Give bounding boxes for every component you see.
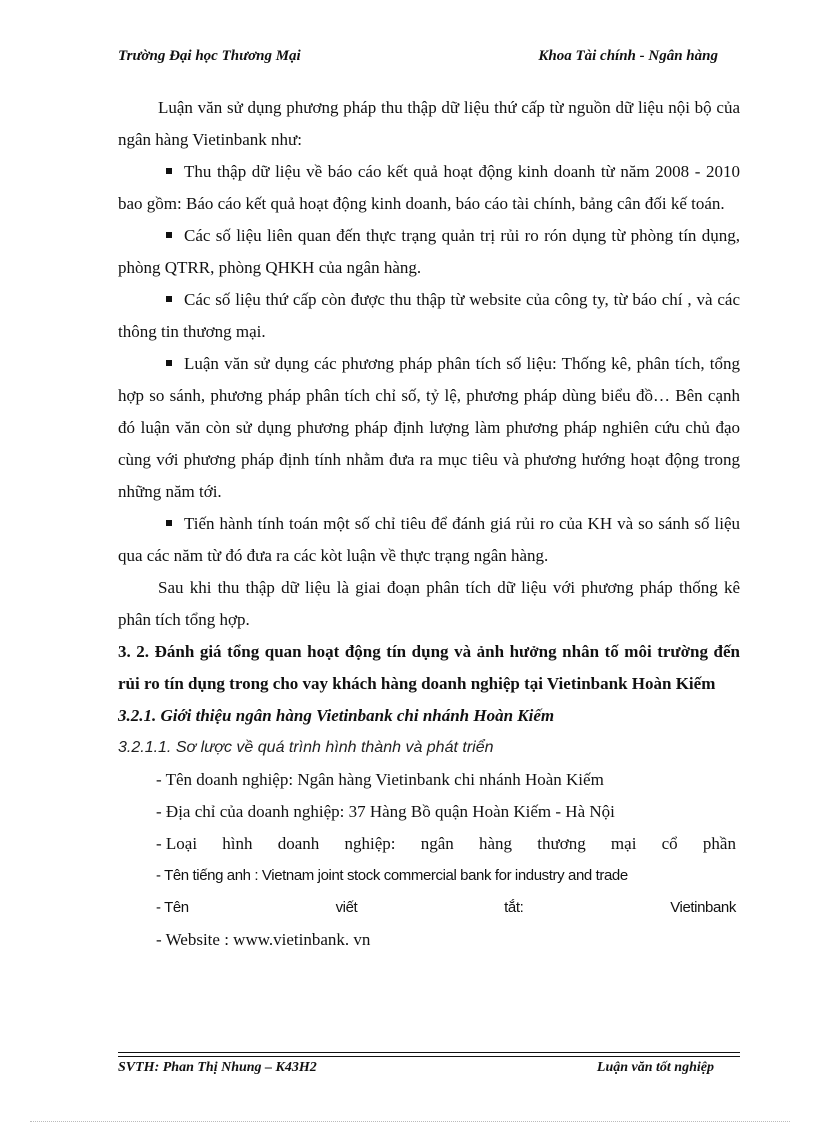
footer-doc-type: Luận văn tốt nghiệp [596,1060,714,1075]
bullet-item: Luận văn sử dụng các phương pháp phân tích số liệu: Thống kê, phân tích, tổng hợp so sánh, phương pháp phân tích chỉ số, tỷ lệ, phương pháp dùng biểu đồ… Bên cạnh đó luận văn còn sử dụng phương pháp định lượng làm phương pháp nghiên cứu chủ đạo cùng với phương pháp định tính nhằm đưa ra mục tiêu và phương hướng hoạt động trong những năm tới. [118,354,740,501]
subsection-heading: 3.2.1. Giới thiệu ngân hàng Vietinbank chi nhánh Hoàn Kiếm [118,706,555,725]
footer-divider [118,1052,740,1053]
page-header [118,48,718,70]
page-footer [118,1060,714,1080]
square-bullet-icon [166,168,172,174]
info-website: - Website : www.vietinbank. vn [156,930,371,949]
footer-student: SVTH: Phan Thị Nhung – K43H2 [118,1060,317,1075]
info-abbreviation: - Tên viết tắt: Vietinbank [156,899,736,916]
bullet-item: Thu thập dữ liệu về báo cáo kết quả hoạt động kinh doanh từ năm 2008 - 2010 bao gồm: Báo cáo kết quả hoạt động kinh doanh, báo cáo tài chính, bảng cân đối kế toán. [118,162,740,213]
info-company-name: - Tên doanh nghiệp: Ngân hàng Vietinbank chi nhánh Hoàn Kiếm [156,770,604,789]
page-edge-dots [30,1121,790,1122]
info-english-name: - Tên tiếng anh : Vietnam joint stock commercial bank for industry and trade [156,867,628,884]
bullet-item: Các số liệu thứ cấp còn được thu thập từ website của công ty, từ báo chí , và các thông tin thương mại. [118,290,740,341]
bullet-item: Các số liệu liên quan đến thực trạng quản trị rủi ro rón dụng từ phòng tín dụng, phòng QTRR, phòng QHKH của ngân hàng. [118,226,740,277]
square-bullet-icon [166,232,172,238]
info-business-type: - Loại hình doanh nghiệp: ngân hàng thương mại cổ phần [156,834,736,853]
square-bullet-icon [166,360,172,366]
square-bullet-icon [166,296,172,302]
header-faculty: Khoa Tài chính - Ngân hàng [538,48,718,64]
page-body [118,92,740,956]
footer-divider [118,1056,740,1057]
section-heading: 3. 2. Đánh giá tổng quan hoạt động tín dụng và ảnh hưởng nhân tố môi trường đến rủi ro tín dụng trong cho vay khách hàng doanh nghiệp tại Vietinbank Hoàn Kiếm [118,642,740,693]
square-bullet-icon [166,520,172,526]
intro-paragraph: Luận văn sử dụng phương pháp thu thập dữ liệu thứ cấp từ nguồn dữ liệu nội bộ của ngân hàng Vietinbank như: [118,98,740,149]
bullet-item: Tiến hành tính toán một số chỉ tiêu để đánh giá rủi ro của KH và so sánh số liệu qua các năm từ đó đưa ra các kòt luận về thực trạng ngân hàng. [118,514,740,565]
subsubsection-heading: 3.2.1.1. Sơ lược về quá trình hình thành và phát triển [118,739,494,756]
info-address: - Địa chỉ của doanh nghiệp: 37 Hàng Bồ quận Hoàn Kiếm - Hà Nội [156,802,615,821]
header-school: Trường Đại học Thương Mại [118,48,301,64]
after-paragraph: Sau khi thu thập dữ liệu là giai đoạn phân tích dữ liệu với phương pháp thống kê phân tích tổng hợp. [118,578,740,629]
